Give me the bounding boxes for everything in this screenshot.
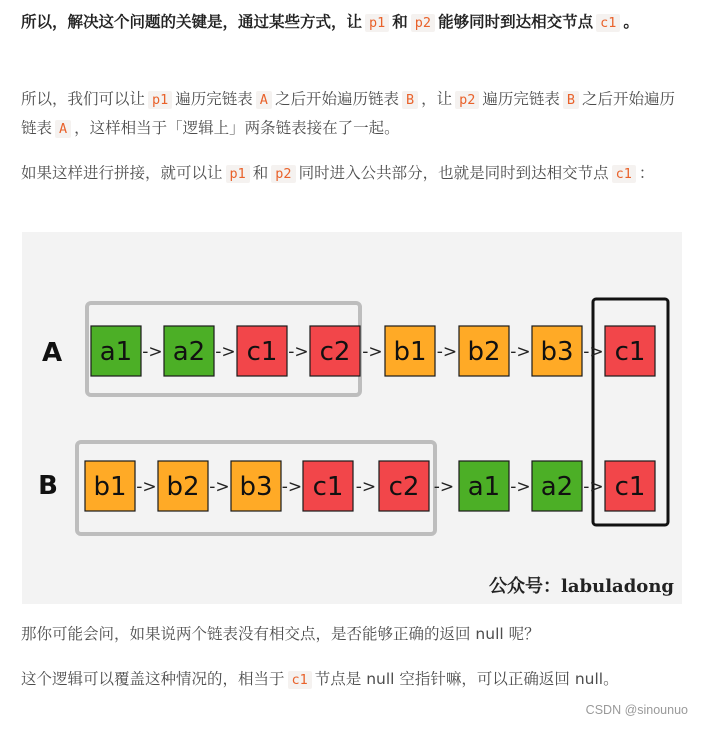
code-p1: p1 <box>226 165 250 183</box>
arrow-connector: -> <box>510 342 531 362</box>
arrow-connector: -> <box>355 477 377 497</box>
paragraph-question: 那你可能会问，如果说两个链表没有相交点，是否能够正确的返回 null 呢？ <box>21 625 540 643</box>
code-B: B <box>563 91 579 109</box>
node-label: b3 <box>239 472 273 502</box>
node-label: a1 <box>467 472 501 502</box>
code-p2: p2 <box>411 14 435 32</box>
arrow-connector: -> <box>362 342 383 362</box>
arrow-connector: -> <box>288 342 309 362</box>
code-p2: p2 <box>455 91 479 109</box>
node-label: b2 <box>166 472 200 502</box>
arrow-connector: -> <box>583 477 604 497</box>
node-label: a2 <box>172 337 206 367</box>
code-c1: c1 <box>612 165 636 183</box>
node-label: c2 <box>388 472 420 502</box>
code-p1: p1 <box>148 91 172 109</box>
row-label-b: B <box>38 471 58 501</box>
node-label: c1 <box>312 472 344 502</box>
code-c1: c1 <box>596 14 620 32</box>
node-label: a1 <box>99 337 133 367</box>
row-label-a: A <box>41 338 63 368</box>
arrow-connector: -> <box>436 342 458 362</box>
code-p1: p1 <box>365 14 389 32</box>
csdn-watermark: CSDN @sinounuo <box>585 703 688 717</box>
node-label: b2 <box>467 337 501 367</box>
code-A: A <box>256 91 272 109</box>
node-label: b1 <box>93 472 127 502</box>
labuladong-watermark: 公众号：labuladong <box>489 576 674 597</box>
arrow-connector: -> <box>136 477 157 497</box>
code-B: B <box>402 91 418 109</box>
arrow-connector: -> <box>510 477 531 497</box>
node-label: b3 <box>540 337 574 367</box>
node-label: b1 <box>393 337 427 367</box>
paragraph-key-idea: 所以，解决这个问题的关键是，通过某些方式，让 p1 和 p2 能够同时到达相交节点 c1 。 <box>21 13 639 31</box>
arrow-connector: -> <box>142 342 163 362</box>
node-label: c1 <box>614 337 646 367</box>
code-A: A <box>55 120 71 138</box>
node-label: c1 <box>246 337 278 367</box>
arrow-connector: -> <box>433 477 455 497</box>
code-c1: c1 <box>288 671 312 689</box>
arrow-connector: -> <box>281 477 303 497</box>
linked-list-svg <box>22 232 682 604</box>
code-p2: p2 <box>271 165 295 183</box>
arrow-connector: -> <box>209 477 230 497</box>
paragraph-answer: 这个逻辑可以覆盖这种情况的，相当于 c1 节点是 null 空指针嘛，可以正确返回 null。 <box>21 670 619 688</box>
arrow-connector: -> <box>583 342 604 362</box>
paragraph-splice: 如果这样进行拼接，就可以让 p1 和 p2 同时进入公共部分，也就是同时到达相交节点 c1 ： <box>21 164 655 182</box>
node-label: c2 <box>319 337 351 367</box>
node-label: c1 <box>614 472 646 502</box>
paragraph-traverse: 所以，我们可以让 p1 遍历完链表 A 之后开始遍历链表 B ，让 p2 遍历完链表 B 之后开始遍历链表 A ，这样相当于「逻辑上」两条链表接在了一起。 <box>21 90 676 137</box>
linked-list-diagram <box>22 232 682 604</box>
node-label: a2 <box>540 472 574 502</box>
arrow-connector: -> <box>215 342 236 362</box>
